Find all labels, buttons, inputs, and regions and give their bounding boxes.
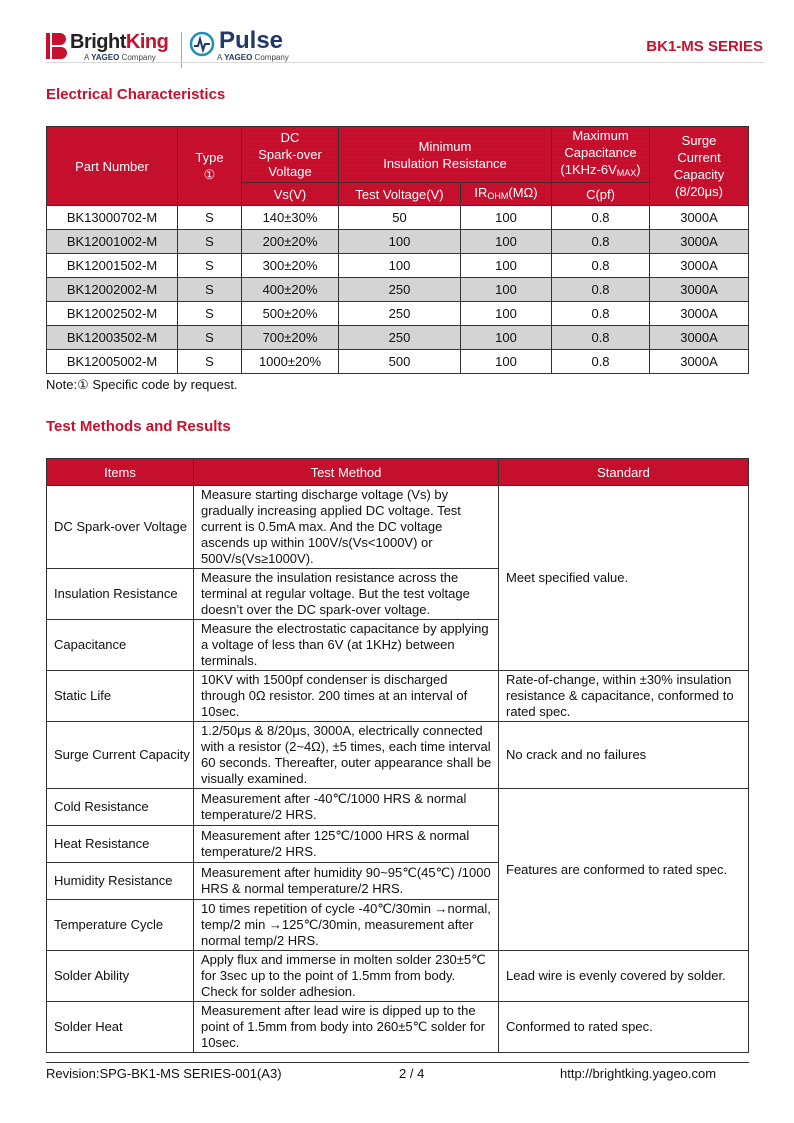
table-row xyxy=(47,1002,749,1053)
cell-part: BK12002002-M xyxy=(47,278,178,302)
cell-type: S xyxy=(178,278,242,302)
cell-vs: 200±20% xyxy=(242,230,339,254)
cell-test-voltage: 250 xyxy=(339,326,461,350)
cell-method: 10 times repetition of cycle -40℃/30min →normal, temp/2 min →125℃/30min, measurement after normal temp/2 HRS. xyxy=(194,900,499,951)
cell-capacitance: 0.8 xyxy=(552,302,650,326)
header-items: Items xyxy=(47,459,194,486)
cell-type: S xyxy=(178,230,242,254)
header-test-method: Test Method xyxy=(194,459,499,486)
header-test-voltage: Test Voltage(V) xyxy=(339,183,461,206)
cell-vs: 300±20% xyxy=(242,254,339,278)
table-row xyxy=(47,254,749,278)
cell-surge: 3000A xyxy=(650,350,749,374)
cell-standard: No crack and no failures xyxy=(499,722,749,789)
note-text: Note:① Specific code by request. xyxy=(46,377,238,392)
cell-capacitance: 0.8 xyxy=(552,350,650,374)
pulse-wordmark: Pulse xyxy=(219,27,284,54)
cell-part: BK13000702-M xyxy=(47,206,178,230)
table-row xyxy=(47,230,749,254)
cell-item: Humidity Resistance xyxy=(47,863,194,900)
cell-part: BK12003502-M xyxy=(47,326,178,350)
tests-header-row xyxy=(47,459,749,486)
cell-method: Measurement after humidity 90~95℃(45℃) /1000 HRS & normal temperature/2 HRS. xyxy=(194,863,499,900)
cell-method: 10KV with 1500pf condenser is discharged through 0Ω resistor. 200 times at an interval of 10sec. xyxy=(194,671,499,722)
cell-test-voltage: 50 xyxy=(339,206,461,230)
brightking-subtitle: A YAGEO Company xyxy=(84,53,156,62)
electrical-table xyxy=(46,126,749,374)
cell-test-voltage: 250 xyxy=(339,278,461,302)
cell-item: Solder Ability xyxy=(47,951,194,1002)
table-row xyxy=(47,206,749,230)
cell-ir: 100 xyxy=(461,278,552,302)
cell-test-voltage: 100 xyxy=(339,254,461,278)
cell-item: Capacitance xyxy=(47,620,194,671)
table-row xyxy=(47,326,749,350)
cell-method: Measure the electrostatic capacitance by applying a voltage of less than 6V (at 1KHz) between terminals. xyxy=(194,620,499,671)
header-max-capacitance: Maximum Capacitance $(1KHz-6V_{MAX})$ xyxy=(552,127,650,183)
cell-method: Measurement after 125℃/1000 HRS & normal temperature/2 HRS. xyxy=(194,826,499,863)
cell-standard: Rate-of-change, within ±30% insulation resistance & capacitance, conformed to rated spec. xyxy=(499,671,749,722)
cell-type: S xyxy=(178,302,242,326)
header-standard: Standard xyxy=(499,459,749,486)
cell-item: Cold Resistance xyxy=(47,789,194,826)
cell-test-voltage: 100 xyxy=(339,230,461,254)
brightking-wordmark: BrightKing xyxy=(70,31,169,53)
header-min-insulation: Minimum Insulation Resistance xyxy=(339,127,552,183)
cell-surge: 3000A xyxy=(650,302,749,326)
cell-vs: 400±20% xyxy=(242,278,339,302)
pulse-mark-icon xyxy=(189,31,215,57)
cell-part: BK12005002-M xyxy=(47,350,178,374)
cell-surge: 3000A xyxy=(650,278,749,302)
page-header xyxy=(0,0,794,72)
cell-capacitance: 0.8 xyxy=(552,206,650,230)
cell-ir: 100 xyxy=(461,302,552,326)
test-methods-table xyxy=(46,458,749,1053)
cell-test-voltage: 500 xyxy=(339,350,461,374)
cell-vs: 140±30% xyxy=(242,206,339,230)
table-row xyxy=(47,486,749,569)
cell-surge: 3000A xyxy=(650,326,749,350)
header-ir: $IR_{OHM}(M\Omega)$ xyxy=(461,183,552,206)
cell-surge: 3000A xyxy=(650,254,749,278)
table-row xyxy=(47,671,749,722)
cell-capacitance: 0.8 xyxy=(552,326,650,350)
footer-url[interactable]: http://brightking.yageo.com xyxy=(560,1066,717,1081)
cell-item: Static Life xyxy=(47,671,194,722)
cell-type: S xyxy=(178,254,242,278)
cell-item: DC Spark-over Voltage xyxy=(47,486,194,569)
table-row xyxy=(47,789,749,826)
header-surge-capacity: Surge Current Capacity (8/20μs) xyxy=(650,127,749,206)
table-row xyxy=(47,278,749,302)
table-row xyxy=(47,302,749,326)
table-row xyxy=(47,951,749,1002)
footer-revision: Revision:SPG-BK1-MS SERIES-001(A3) xyxy=(46,1066,282,1081)
header-part-number: Part Number xyxy=(47,127,178,206)
cell-item: Solder Heat xyxy=(47,1002,194,1053)
cell-ir: 100 xyxy=(461,254,552,278)
header-capacitance: C(pf) xyxy=(552,183,650,206)
cell-ir: 100 xyxy=(461,350,552,374)
table-row xyxy=(47,722,749,789)
pulse-subtitle: A YAGEO Company xyxy=(217,53,289,62)
table-row xyxy=(47,350,749,374)
cell-item: Heat Resistance xyxy=(47,826,194,863)
electrical-section-title: Electrical Characteristics xyxy=(46,86,226,103)
cell-standard: Conformed to rated spec. xyxy=(499,1002,749,1053)
header-vs: Vs(V) xyxy=(242,183,339,206)
cell-part: BK12001002-M xyxy=(47,230,178,254)
cell-method: Apply flux and immerse in molten solder 230±5℃ for 3sec up to the point of 1.5mm from body. Check for solder adhesion. xyxy=(194,951,499,1002)
footer-divider xyxy=(46,1062,749,1063)
cell-standard: Lead wire is evenly covered by solder. xyxy=(499,951,749,1002)
cell-test-voltage: 250 xyxy=(339,302,461,326)
cell-method: Measure starting discharge voltage (Vs) by gradually increasing applied DC voltage. Test current is 0.5mA max. And the DC voltage ascends up within 100V/s(Vs<1000V) or 500V/s(Vs≥1000V). xyxy=(194,486,499,569)
footer-page-number: 2 / 4 xyxy=(399,1066,425,1081)
cell-part: BK12001502-M xyxy=(47,254,178,278)
cell-capacitance: 0.8 xyxy=(552,278,650,302)
cell-part: BK12002502-M xyxy=(47,302,178,326)
cell-surge: 3000A xyxy=(650,206,749,230)
cell-item: Insulation Resistance xyxy=(47,569,194,620)
cell-surge: 3000A xyxy=(650,230,749,254)
cell-standard: Meet specified value. xyxy=(499,486,749,671)
cell-capacitance: 0.8 xyxy=(552,230,650,254)
cell-method: Measurement after -40℃/1000 HRS & normal temperature/2 HRS. xyxy=(194,789,499,826)
cell-type: S xyxy=(178,350,242,374)
cell-standard: Features are conformed to rated spec. xyxy=(499,789,749,951)
header-divider xyxy=(46,62,764,63)
cell-capacitance: 0.8 xyxy=(552,254,650,278)
cell-ir: 100 xyxy=(461,230,552,254)
cell-item: Temperature Cycle xyxy=(47,900,194,951)
cell-method: 1.2/50μs & 8/20μs, 3000A, electrically connected with a resistor (2~4Ω), ±5 times, each time interval 60 seconds. Thereafter, outer appearance shall be visually examined. xyxy=(194,722,499,789)
cell-ir: 100 xyxy=(461,206,552,230)
tests-section-title: Test Methods and Results xyxy=(46,418,231,435)
cell-method: Measurement after lead wire is dipped up to the point of 1.5mm from body into 260±5℃ solder for 10sec. xyxy=(194,1002,499,1053)
cell-item: Surge Current Capacity xyxy=(47,722,194,789)
series-title: BK1-MS SERIES xyxy=(646,38,763,55)
cell-type: S xyxy=(178,326,242,350)
cell-vs: 700±20% xyxy=(242,326,339,350)
cell-ir: 100 xyxy=(461,326,552,350)
cell-method: Measure the insulation resistance across the terminal at regular voltage. But the test voltage doesn’t over the DC spark-over voltage. xyxy=(194,569,499,620)
cell-type: S xyxy=(178,206,242,230)
cell-vs: 1000±20% xyxy=(242,350,339,374)
header-type: Type ① xyxy=(178,127,242,206)
electrical-header-row xyxy=(47,127,749,183)
brightking-mark-icon xyxy=(46,33,68,59)
cell-vs: 500±20% xyxy=(242,302,339,326)
header-dc-spark-over: DC Spark-over Voltage xyxy=(242,127,339,183)
